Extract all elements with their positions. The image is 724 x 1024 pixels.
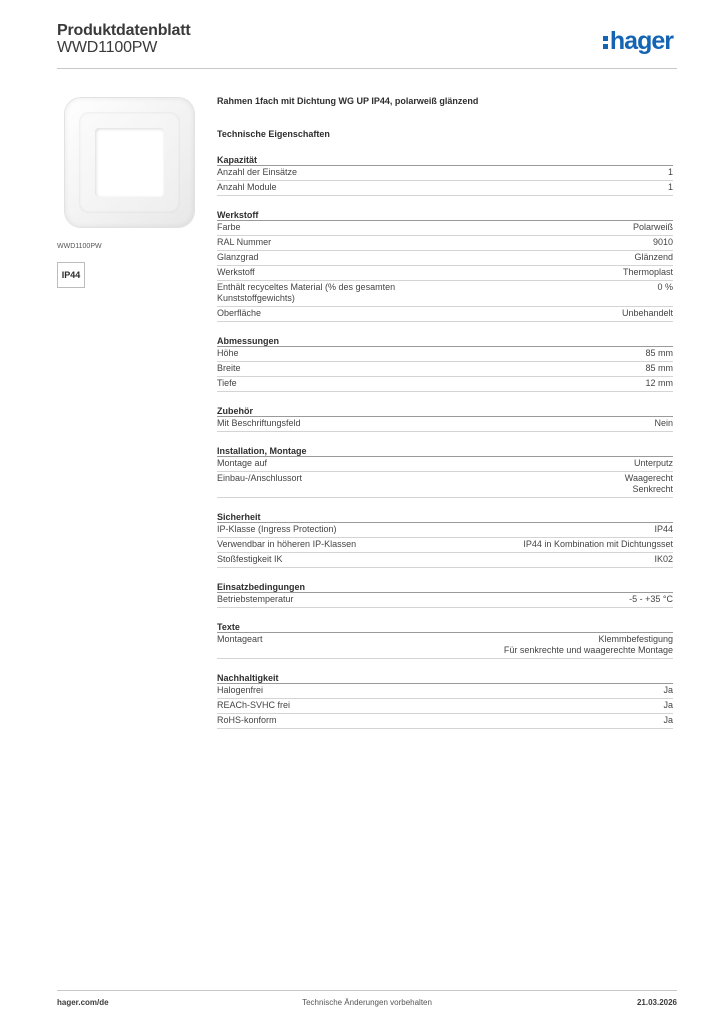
spec-value-line: Unterputz [633, 458, 673, 468]
section-title: Abmessungen [217, 335, 673, 347]
product-details [217, 96, 673, 729]
spec-label: Anzahl Module [217, 182, 277, 192]
frame-outer-shape [65, 98, 194, 227]
spec-section [217, 445, 673, 498]
page-footer [57, 998, 677, 1012]
spec-label: Farbe [217, 222, 241, 232]
spec-label: Tiefe [217, 378, 237, 388]
spec-row [217, 633, 673, 659]
spec-value-line: Ja [663, 685, 673, 695]
logo-dots-icon [603, 33, 608, 49]
spec-value-line: 1 [667, 182, 673, 192]
spec-value-line: Thermoplast [622, 267, 673, 277]
spec-row [217, 457, 673, 472]
spec-value [504, 634, 673, 656]
spec-section [217, 209, 673, 322]
spec-row [217, 699, 673, 714]
spec-row [217, 281, 673, 307]
spec-label: Enthält recyceltes Material (% des gesamten Kunststoffgewichts) [217, 282, 396, 303]
technical-properties-heading: Technische Eigenschaften [217, 129, 330, 139]
spec-row [217, 236, 673, 251]
spec-label: Betriebstemperatur [217, 594, 294, 604]
spec-value-line: Unbehandelt [621, 308, 673, 318]
spec-value-line: Polarweiß [632, 222, 673, 232]
spec-value-line: 85 mm [645, 363, 673, 373]
spec-row [217, 221, 673, 236]
spec-row [217, 377, 673, 392]
spec-section [217, 154, 673, 196]
spec-value [645, 378, 673, 389]
spec-row [217, 347, 673, 362]
spec-value [623, 267, 673, 278]
product-image [57, 90, 202, 235]
spec-label: Verwendbar in höheren IP-Klassen [217, 539, 357, 549]
spec-value-line: 85 mm [645, 348, 673, 358]
page-header [57, 22, 677, 64]
spec-label: Montageart [217, 634, 263, 644]
spec-value-line: Klemmbefestigung [598, 634, 673, 644]
spec-value-line: 1 [667, 167, 673, 177]
spec-row [217, 166, 673, 181]
spec-label: Höhe [217, 348, 239, 358]
spec-row [217, 251, 673, 266]
spec-row [217, 362, 673, 377]
footer-divider [57, 990, 677, 991]
spec-value-line: Glänzend [634, 252, 673, 262]
spec-value [663, 685, 673, 696]
spec-label: Montage auf [217, 458, 268, 468]
image-caption: WWD1100PW [57, 243, 102, 250]
spec-value [654, 524, 673, 535]
spec-section [217, 511, 673, 568]
spec-section [217, 335, 673, 392]
spec-value-line: IK02 [654, 554, 673, 564]
section-title: Sicherheit [217, 511, 673, 523]
spec-value [634, 252, 673, 263]
spec-value [657, 282, 673, 304]
spec-label: Einbau-/Anschlussort [217, 473, 303, 483]
spec-value [668, 182, 673, 193]
spec-section [217, 672, 673, 729]
logo-text: hager [609, 27, 673, 55]
product-number: WWD1100PW [57, 39, 158, 56]
spec-label: Mit Beschriftungsfeld [217, 418, 301, 428]
spec-row [217, 553, 673, 568]
spec-row [217, 593, 673, 608]
spec-value [653, 237, 673, 248]
spec-row [217, 417, 673, 432]
spec-value-line: 0 % [657, 282, 673, 292]
spec-label: Werkstoff [217, 267, 255, 277]
spec-value [663, 700, 673, 711]
footer-date: 21.03.2026 [636, 998, 677, 1007]
spec-value-line: Ja [663, 715, 673, 725]
spec-value-line: -5 - +35 °C [629, 594, 673, 604]
spec-row [217, 266, 673, 281]
product-overview [57, 90, 202, 288]
spec-value [633, 222, 673, 233]
spec-label: REACh-SVHC frei [217, 700, 291, 710]
section-title: Werkstoff [217, 209, 673, 221]
footer-website: hager.com/de [57, 998, 109, 1007]
spec-value-line: Nein [654, 418, 673, 428]
spec-section [217, 621, 673, 659]
section-title: Texte [217, 621, 673, 633]
spec-section [217, 405, 673, 432]
spec-value-line: IP44 in Kombination mit Dichtungsset [523, 539, 673, 549]
section-title: Nachhaltigkeit [217, 672, 673, 684]
spec-value [654, 418, 673, 429]
spec-label: RoHS-konform [217, 715, 277, 725]
spec-value [629, 594, 673, 605]
spec-label: Oberfläche [217, 308, 262, 318]
spec-value-line: IP44 [654, 524, 673, 534]
spec-label: Breite [217, 363, 241, 373]
spec-label: Halogenfrei [217, 685, 264, 695]
frame-opening-shape [95, 128, 164, 197]
spec-value [645, 363, 673, 374]
spec-row [217, 472, 673, 498]
spec-value-line: Senkrecht [632, 484, 673, 494]
document-title: Produktdatenblatt [57, 22, 191, 39]
spec-row [217, 523, 673, 538]
frame-ring-shape [79, 112, 180, 213]
spec-value-line: Ja [663, 700, 673, 710]
spec-value [634, 458, 673, 469]
spec-value [645, 348, 673, 359]
spec-label: IP-Klasse (Ingress Protection) [217, 524, 337, 534]
section-title: Einsatzbedingungen [217, 581, 673, 593]
spec-value-line: 9010 [652, 237, 673, 247]
spec-value [625, 473, 673, 495]
spec-row [217, 307, 673, 322]
footer-disclaimer: Technische Änderungen vorbehalten [302, 998, 432, 1007]
spec-row [217, 714, 673, 729]
hager-logo [603, 28, 673, 54]
section-title: Zubehör [217, 405, 673, 417]
spec-section [217, 581, 673, 608]
spec-value [663, 715, 673, 726]
product-description: Rahmen 1fach mit Dichtung WG UP IP44, polarweiß glänzend [217, 96, 479, 106]
spec-label: RAL Nummer [217, 237, 272, 247]
spec-value [654, 554, 673, 565]
spec-value-line: 12 mm [645, 378, 673, 388]
spec-value-line: Waagerecht [624, 473, 673, 483]
spec-value [668, 167, 673, 178]
spec-label: Glanzgrad [217, 252, 259, 262]
spec-value-line: Für senkrechte und waagerechte Montage [503, 645, 673, 655]
header-divider [57, 68, 677, 69]
spec-row [217, 684, 673, 699]
ip-rating-badge: IP44 [57, 262, 85, 288]
section-title: Installation, Montage [217, 445, 673, 457]
spec-sections [217, 154, 673, 729]
spec-value [523, 539, 673, 550]
spec-value [622, 308, 673, 319]
section-title: Kapazität [217, 154, 673, 166]
spec-label: Anzahl der Einsätze [217, 167, 298, 177]
spec-row [217, 181, 673, 196]
spec-label: Stoßfestigkeit IK [217, 554, 283, 564]
spec-row [217, 538, 673, 553]
